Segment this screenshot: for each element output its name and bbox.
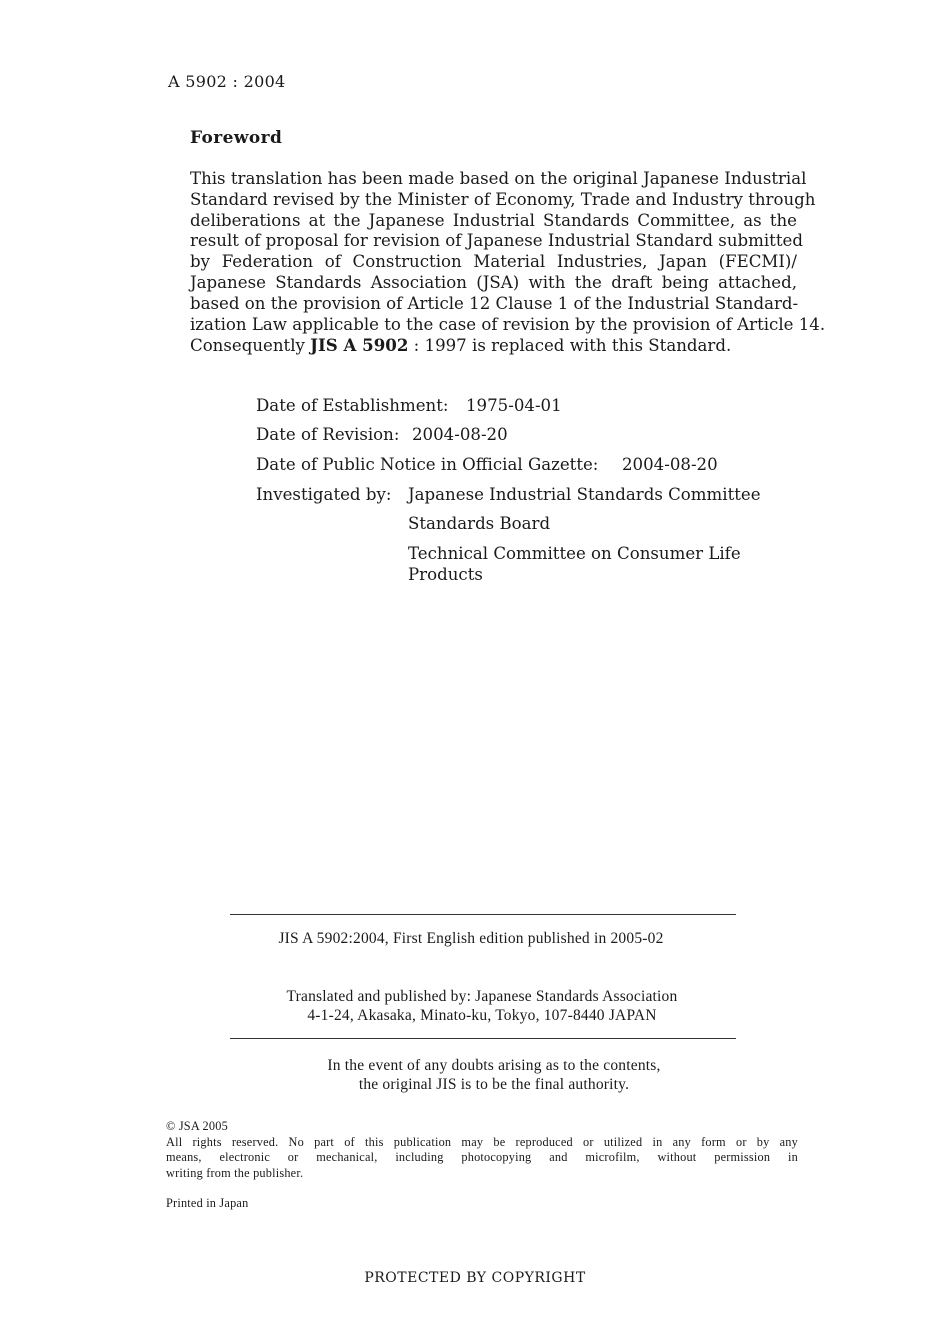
document-standard-id: A 5902 : 2004 bbox=[168, 72, 286, 91]
foreword-last-line bbox=[190, 335, 797, 357]
rights-line: All rights reserved. No part of this publication may be reproduced or utilized in any form or by any bbox=[166, 1134, 798, 1149]
address-line: 4-1-24, Akasaka, Minato-ku, Tokyo, 107-8440 JAPAN bbox=[307, 1007, 657, 1024]
revision-value: 2004-08-20 bbox=[412, 425, 508, 444]
investigated-technical-committee: Technical Committee on Consumer Life bbox=[408, 544, 741, 563]
bottom-divider bbox=[230, 1038, 736, 1039]
public-notice-label: Date of Public Notice in Official Gazette: bbox=[256, 455, 599, 474]
foreword-line: This translation has been made based on the original Japanese Industrial bbox=[190, 169, 807, 188]
foreword-last-suffix: : 1997 is replaced with this Standard. bbox=[408, 336, 732, 356]
copyright-block bbox=[166, 1119, 798, 1181]
foreword-line: ization Law applicable to the case of revision by the provision of Article 14. bbox=[190, 314, 826, 334]
copyright-protection-footer: PROTECTED BY COPYRIGHT bbox=[364, 1270, 586, 1286]
foreword-heading: Foreword bbox=[190, 128, 283, 148]
foreword-paragraph bbox=[190, 169, 826, 357]
replaced-standard-id: JIS A 5902 bbox=[310, 335, 409, 356]
authority-line-2: the original JIS is to be the final authority. bbox=[358, 1076, 630, 1093]
foreword-line: Japanese Standards Association (JSA) with the draft being attached, bbox=[190, 272, 797, 292]
copyright-notice: © JSA 2005 bbox=[166, 1119, 228, 1133]
top-divider bbox=[230, 914, 736, 915]
edition-line: JIS A 5902:2004, First English edition published in 2005-02 bbox=[278, 930, 664, 947]
investigated-label: Investigated by: bbox=[256, 485, 392, 504]
establishment-value: 1975-04-01 bbox=[466, 396, 562, 415]
publisher-line: Translated and published by: Japanese Standards Association bbox=[286, 988, 678, 1005]
foreword-line: deliberations at the Japanese Industrial Standards Committee, as the bbox=[190, 210, 797, 230]
investigated-committee: Japanese Industrial Standards Committee bbox=[408, 485, 761, 504]
authority-line-1: In the event of any doubts arising as to the contents, bbox=[327, 1057, 661, 1074]
rights-line: means, electronic or mechanical, including photocopying and microfilm, without permission in bbox=[166, 1150, 798, 1165]
investigated-board: Standards Board bbox=[408, 514, 551, 533]
printed-in bbox=[166, 1196, 798, 1212]
printed-in-text: Printed in Japan bbox=[166, 1196, 249, 1210]
establishment-label: Date of Establishment: bbox=[256, 396, 449, 415]
foreword-last-prefix: Consequently bbox=[190, 336, 311, 356]
investigated-technical-committee-cont: Products bbox=[408, 565, 483, 584]
foreword-line: by Federation of Construction Material Industries, Japan (FECMI)/ bbox=[190, 252, 797, 272]
rights-line: writing from the publisher. bbox=[166, 1165, 304, 1180]
foreword-line: Standard revised by the Minister of Economy, Trade and Industry through bbox=[190, 189, 816, 209]
foreword-line: result of proposal for revision of Japanese Industrial Standard submitted bbox=[190, 231, 803, 251]
public-notice-value: 2004-08-20 bbox=[622, 455, 718, 474]
foreword-line: based on the provision of Article 12 Clause 1 of the Industrial Standard- bbox=[190, 293, 799, 313]
revision-label: Date of Revision: bbox=[256, 425, 400, 444]
